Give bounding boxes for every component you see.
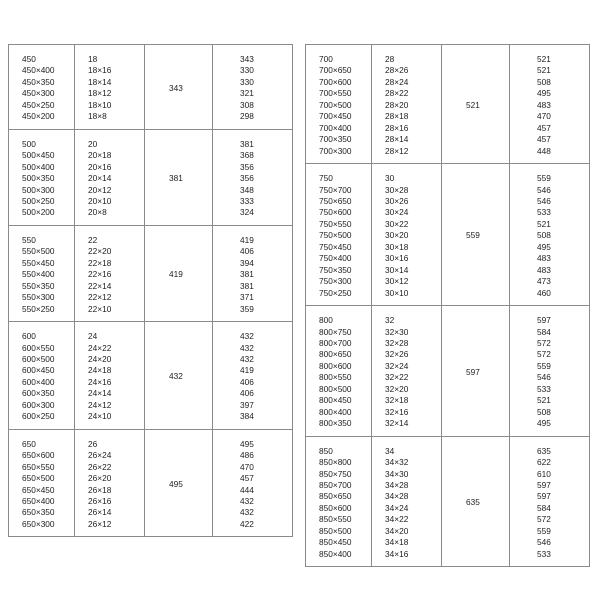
cell-text: 324 <box>240 207 254 218</box>
cell-text: 800×700 <box>319 337 352 348</box>
cell-text: 546 <box>537 184 551 195</box>
value-column <box>213 430 292 537</box>
cell-text: 432 <box>240 342 254 353</box>
cell-text: 521 <box>537 54 551 64</box>
cell-text: 533 <box>537 548 551 559</box>
cell-text: 24×16 <box>88 376 112 387</box>
cell-text: 483 <box>537 99 551 110</box>
cell-text: 546 <box>537 372 551 383</box>
cell-text: 850×800 <box>319 457 352 468</box>
cell-text: 30×16 <box>385 253 409 264</box>
cell-text: 24×22 <box>88 342 112 353</box>
cell-text: 700×400 <box>319 122 352 133</box>
cell-text: 500×400 <box>22 161 55 172</box>
cell-text: 18×14 <box>88 76 112 87</box>
cell-text: 432 <box>240 495 254 506</box>
cell-text: 18×12 <box>88 88 112 99</box>
cell-text: 600×550 <box>22 342 55 353</box>
cell-text: 750×450 <box>319 241 352 252</box>
cell-text: 432 <box>240 507 254 518</box>
cell-text: 30×26 <box>385 195 409 206</box>
cell-text: 600×500 <box>22 353 55 364</box>
cell-text: 18×10 <box>88 99 112 110</box>
cell-text: 348 <box>240 184 254 195</box>
cell-text: 470 <box>240 461 254 472</box>
group-value-column <box>442 164 510 305</box>
cell-text: 546 <box>537 537 551 548</box>
cell-text: 533 <box>537 383 551 394</box>
cell-text: 559 <box>537 525 551 536</box>
cell-text: 28×20 <box>385 99 409 110</box>
value-column <box>510 306 589 436</box>
size-column <box>306 164 372 305</box>
group-value: 597 <box>466 366 480 377</box>
cell-text: 18 <box>88 54 98 64</box>
cell-text: 432 <box>240 331 254 342</box>
cell-text: 24×14 <box>88 388 112 399</box>
cell-text: 444 <box>240 484 254 495</box>
cell-text: 34×28 <box>385 479 409 490</box>
cell-text: 32×20 <box>385 383 409 394</box>
cell-text: 550×400 <box>22 269 55 280</box>
cell-text: 500×300 <box>22 184 55 195</box>
cell-text: 700×350 <box>319 134 352 145</box>
dimension-column <box>75 430 145 537</box>
cell-text: 600×300 <box>22 399 55 410</box>
cell-text: 622 <box>537 457 551 468</box>
cell-text: 600×400 <box>22 376 55 387</box>
cell-text: 30 <box>385 173 395 184</box>
cell-text: 422 <box>240 518 254 529</box>
cell-text: 700×300 <box>319 145 352 156</box>
table-group <box>306 163 589 305</box>
cell-text: 572 <box>537 514 551 525</box>
cell-text: 20×10 <box>88 195 112 206</box>
cell-text: 356 <box>240 173 254 184</box>
cell-text: 650 <box>22 438 36 449</box>
cell-text: 457 <box>537 122 551 133</box>
cell-text: 28 <box>385 54 395 64</box>
cell-text: 450×300 <box>22 88 55 99</box>
cell-text: 20 <box>88 138 98 149</box>
cell-text: 850×700 <box>319 479 352 490</box>
cell-text: 495 <box>537 418 551 429</box>
group-value: 521 <box>466 99 480 110</box>
cell-text: 448 <box>537 145 551 156</box>
cell-text: 597 <box>537 479 551 490</box>
cell-text: 30×22 <box>385 218 409 229</box>
cell-text: 26×22 <box>88 461 112 472</box>
cell-text: 750×300 <box>319 276 352 287</box>
cell-text: 700×600 <box>319 76 352 87</box>
cell-text: 650×400 <box>22 495 55 506</box>
cell-text: 450×350 <box>22 76 55 87</box>
cell-text: 34×28 <box>385 491 409 502</box>
cell-text: 22×10 <box>88 303 112 314</box>
table-group <box>9 321 292 429</box>
cell-text: 850×550 <box>319 514 352 525</box>
cell-text: 343 <box>240 54 254 64</box>
cell-text: 406 <box>240 376 254 387</box>
size-column <box>9 322 75 429</box>
cell-text: 30×28 <box>385 184 409 195</box>
cell-text: 359 <box>240 303 254 314</box>
cell-text: 26×14 <box>88 507 112 518</box>
group-value: 381 <box>169 173 183 184</box>
cell-text: 750×400 <box>319 253 352 264</box>
group-value-column <box>442 306 510 436</box>
cell-text: 22×16 <box>88 269 112 280</box>
cell-text: 800×650 <box>319 349 352 360</box>
cell-text: 32×30 <box>385 326 409 337</box>
table-group <box>306 45 589 163</box>
cell-text: 450×400 <box>22 65 55 76</box>
cell-text: 700×500 <box>319 99 352 110</box>
value-column <box>213 45 292 129</box>
value-column <box>510 437 589 567</box>
cell-text: 20×8 <box>88 207 107 218</box>
cell-text: 533 <box>537 207 551 218</box>
cell-text: 610 <box>537 468 551 479</box>
cell-text: 635 <box>537 445 551 456</box>
cell-text: 34 <box>385 445 395 456</box>
cell-text: 750×600 <box>319 207 352 218</box>
dimension-column <box>75 226 145 321</box>
cell-text: 381 <box>240 269 254 280</box>
cell-text: 34×30 <box>385 468 409 479</box>
dimension-column <box>75 322 145 429</box>
cell-text: 500 <box>22 138 36 149</box>
cell-text: 30×12 <box>385 276 409 287</box>
cell-text: 500×200 <box>22 207 55 218</box>
cell-text: 321 <box>240 88 254 99</box>
cell-text: 22×14 <box>88 280 112 291</box>
group-value-column <box>145 226 213 321</box>
dimension-column <box>75 45 145 129</box>
table-group <box>9 429 292 537</box>
cell-text: 508 <box>537 230 551 241</box>
cell-text: 584 <box>537 326 551 337</box>
dimension-column <box>372 164 442 305</box>
cell-text: 34×22 <box>385 514 409 525</box>
cell-text: 550×450 <box>22 257 55 268</box>
dimension-column <box>372 437 442 567</box>
cell-text: 457 <box>537 134 551 145</box>
dimension-column <box>75 130 145 225</box>
cell-text: 800 <box>319 315 333 326</box>
cell-text: 750×550 <box>319 218 352 229</box>
cell-text: 450 <box>22 54 36 64</box>
cell-text: 24×12 <box>88 399 112 410</box>
cell-text: 850 <box>319 445 333 456</box>
cell-text: 550×250 <box>22 303 55 314</box>
group-value-column <box>145 430 213 537</box>
cell-text: 20×16 <box>88 161 112 172</box>
cell-text: 32×16 <box>385 406 409 417</box>
size-column <box>9 430 75 537</box>
cell-text: 26×20 <box>88 473 112 484</box>
cell-text: 473 <box>537 276 551 287</box>
cell-text: 32×28 <box>385 337 409 348</box>
cell-text: 495 <box>537 241 551 252</box>
value-column <box>213 130 292 225</box>
cell-text: 521 <box>537 395 551 406</box>
cell-text: 470 <box>537 111 551 122</box>
cell-text: 34×16 <box>385 548 409 559</box>
cell-text: 32 <box>385 315 395 326</box>
cell-text: 600×450 <box>22 365 55 376</box>
cell-text: 500×350 <box>22 173 55 184</box>
cell-text: 308 <box>240 99 254 110</box>
cell-text: 850×500 <box>319 525 352 536</box>
cell-text: 30×18 <box>385 241 409 252</box>
cell-text: 30×10 <box>385 287 409 298</box>
cell-text: 28×14 <box>385 134 409 145</box>
cell-text: 24×10 <box>88 411 112 422</box>
cell-text: 356 <box>240 161 254 172</box>
cell-text: 450×250 <box>22 99 55 110</box>
cell-text: 28×26 <box>385 65 409 76</box>
cell-text: 550×350 <box>22 280 55 291</box>
cell-text: 700×450 <box>319 111 352 122</box>
cell-text: 850×750 <box>319 468 352 479</box>
cell-text: 330 <box>240 76 254 87</box>
cell-text: 26 <box>88 438 98 449</box>
cell-text: 700×650 <box>319 65 352 76</box>
cell-text: 381 <box>240 138 254 149</box>
size-column <box>306 437 372 567</box>
cell-text: 486 <box>240 450 254 461</box>
cell-text: 22×20 <box>88 246 112 257</box>
cell-text: 850×400 <box>319 548 352 559</box>
table-group <box>9 129 292 225</box>
cell-text: 495 <box>240 438 254 449</box>
cell-text: 24×20 <box>88 353 112 364</box>
cell-text: 508 <box>537 76 551 87</box>
cell-text: 650×600 <box>22 450 55 461</box>
cell-text: 30×14 <box>385 264 409 275</box>
cell-text: 483 <box>537 264 551 275</box>
cell-text: 650×550 <box>22 461 55 472</box>
cell-text: 800×350 <box>319 418 352 429</box>
group-value: 559 <box>466 230 480 241</box>
group-value-column <box>145 45 213 129</box>
cell-text: 750×350 <box>319 264 352 275</box>
cell-text: 333 <box>240 195 254 206</box>
cell-text: 457 <box>240 473 254 484</box>
cell-text: 32×22 <box>385 372 409 383</box>
cell-text: 500×450 <box>22 150 55 161</box>
cell-text: 384 <box>240 411 254 422</box>
cell-text: 34×20 <box>385 525 409 536</box>
cell-text: 495 <box>537 88 551 99</box>
cell-text: 34×24 <box>385 502 409 513</box>
cell-text: 850×600 <box>319 502 352 513</box>
cell-text: 26×16 <box>88 495 112 506</box>
right-table <box>305 44 590 567</box>
cell-text: 800×600 <box>319 360 352 371</box>
cell-text: 600 <box>22 331 36 342</box>
cell-text: 22 <box>88 234 98 245</box>
cell-text: 483 <box>537 253 551 264</box>
cell-text: 32×26 <box>385 349 409 360</box>
cell-text: 850×450 <box>319 537 352 548</box>
cell-text: 600×350 <box>22 388 55 399</box>
cell-text: 850×650 <box>319 491 352 502</box>
cell-text: 419 <box>240 365 254 376</box>
cell-text: 20×18 <box>88 150 112 161</box>
cell-text: 572 <box>537 337 551 348</box>
cell-text: 32×24 <box>385 360 409 371</box>
cell-text: 508 <box>537 406 551 417</box>
cell-text: 330 <box>240 65 254 76</box>
cell-text: 28×24 <box>385 76 409 87</box>
cell-text: 24×18 <box>88 365 112 376</box>
cell-text: 800×550 <box>319 372 352 383</box>
group-value-column <box>145 322 213 429</box>
cell-text: 450×200 <box>22 111 55 122</box>
group-value: 495 <box>169 478 183 489</box>
cell-text: 30×20 <box>385 230 409 241</box>
cell-text: 800×400 <box>319 406 352 417</box>
cell-text: 550×500 <box>22 246 55 257</box>
cell-text: 22×12 <box>88 292 112 303</box>
cell-text: 22×18 <box>88 257 112 268</box>
table-group <box>9 45 292 129</box>
cell-text: 18×16 <box>88 65 112 76</box>
cell-text: 26×18 <box>88 484 112 495</box>
cell-text: 20×12 <box>88 184 112 195</box>
group-value-column <box>442 437 510 567</box>
group-value-column <box>442 45 510 163</box>
dimension-column <box>372 45 442 163</box>
cell-text: 559 <box>537 173 551 184</box>
cell-text: 28×12 <box>385 145 409 156</box>
cell-text: 650×450 <box>22 484 55 495</box>
cell-text: 406 <box>240 388 254 399</box>
cell-text: 394 <box>240 257 254 268</box>
dimension-column <box>372 306 442 436</box>
cell-text: 28×18 <box>385 111 409 122</box>
cell-text: 34×18 <box>385 537 409 548</box>
cell-text: 30×24 <box>385 207 409 218</box>
cell-text: 600×250 <box>22 411 55 422</box>
group-value: 432 <box>169 371 183 382</box>
cell-text: 419 <box>240 234 254 245</box>
cell-text: 650×350 <box>22 507 55 518</box>
table-group <box>306 436 589 567</box>
cell-text: 750×650 <box>319 195 352 206</box>
cell-text: 368 <box>240 150 254 161</box>
group-value-column <box>145 130 213 225</box>
cell-text: 406 <box>240 246 254 257</box>
cell-text: 397 <box>240 399 254 410</box>
cell-text: 18×8 <box>88 111 107 122</box>
size-column <box>9 226 75 321</box>
size-column <box>9 130 75 225</box>
value-column <box>510 45 589 163</box>
value-column <box>510 164 589 305</box>
cell-text: 750 <box>319 173 333 184</box>
cell-text: 572 <box>537 349 551 360</box>
size-column <box>9 45 75 129</box>
value-column <box>213 226 292 321</box>
table-group <box>306 305 589 436</box>
cell-text: 546 <box>537 195 551 206</box>
left-table <box>8 44 293 537</box>
size-column <box>306 306 372 436</box>
cell-text: 597 <box>537 315 551 326</box>
group-value: 419 <box>169 269 183 280</box>
cell-text: 298 <box>240 111 254 122</box>
cell-text: 650×300 <box>22 518 55 529</box>
cell-text: 28×22 <box>385 88 409 99</box>
cell-text: 26×12 <box>88 518 112 529</box>
cell-text: 750×700 <box>319 184 352 195</box>
cell-text: 500×250 <box>22 195 55 206</box>
cell-text: 800×750 <box>319 326 352 337</box>
cell-text: 750×500 <box>319 230 352 241</box>
cell-text: 521 <box>537 218 551 229</box>
cell-text: 559 <box>537 360 551 371</box>
value-column <box>213 322 292 429</box>
cell-text: 32×14 <box>385 418 409 429</box>
cell-text: 550 <box>22 234 36 245</box>
cell-text: 28×16 <box>385 122 409 133</box>
cell-text: 597 <box>537 491 551 502</box>
cell-text: 800×500 <box>319 383 352 394</box>
cell-text: 371 <box>240 292 254 303</box>
cell-text: 432 <box>240 353 254 364</box>
cell-text: 26×24 <box>88 450 112 461</box>
cell-text: 800×450 <box>319 395 352 406</box>
size-column <box>306 45 372 163</box>
cell-text: 650×500 <box>22 473 55 484</box>
cell-text: 34×32 <box>385 457 409 468</box>
cell-text: 521 <box>537 65 551 76</box>
cell-text: 700 <box>319 54 333 64</box>
group-value: 343 <box>169 82 183 93</box>
group-value: 635 <box>466 497 480 508</box>
cell-text: 381 <box>240 280 254 291</box>
cell-text: 584 <box>537 502 551 513</box>
cell-text: 700×550 <box>319 88 352 99</box>
cell-text: 32×18 <box>385 395 409 406</box>
cell-text: 20×14 <box>88 173 112 184</box>
cell-text: 460 <box>537 287 551 298</box>
cell-text: 750×250 <box>319 287 352 298</box>
cell-text: 24 <box>88 331 98 342</box>
table-group <box>9 225 292 321</box>
cell-text: 550×300 <box>22 292 55 303</box>
